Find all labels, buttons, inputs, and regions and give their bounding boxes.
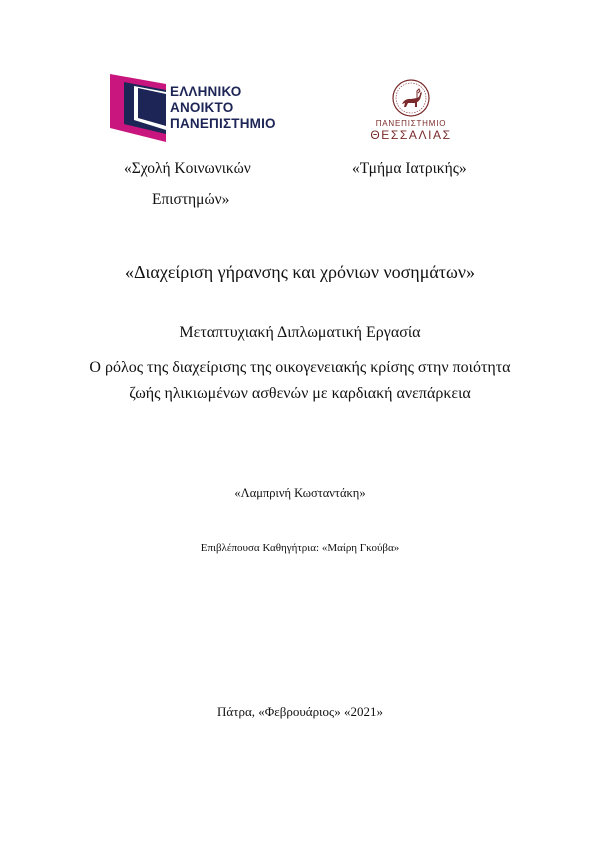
school-name-line-2: Επιστημών»: [152, 191, 230, 208]
place-and-date: Πάτρα, «Φεβρουάριος» «2021»: [217, 704, 383, 719]
uth-logo-line-1: ΠΑΝΕΠΙΣΤΗΜΙΟ: [375, 119, 447, 128]
thesis-title-line-1: Ο ρόλος της διαχείρισης της οικογενειακής κρίσης στην ποιότητα: [89, 359, 511, 376]
eap-logo-text: [170, 84, 276, 132]
thesis-title-line-2: ζωής ηλικιωμένων ασθενών με καρδιακή ανεπάρκεια: [129, 385, 471, 402]
school-name-line-1: «Σχολή Κοινωνικών: [124, 160, 251, 177]
uth-logo-line-2: ΘΕΣΣΑΛΙΑΣ: [370, 128, 452, 142]
thesis-type: Μεταπτυχιακή Διπλωματική Εργασία: [179, 324, 421, 341]
author-name: «Λαμπρινή Κωσταντάκη»: [234, 486, 366, 500]
eap-logo-line-2: ΑΝΟΙΚΤΟ: [170, 100, 234, 115]
centaur-emblem-icon: [391, 78, 431, 118]
department-name: «Τμήμα Ιατρικής»: [352, 160, 467, 177]
program-title: «Διαχείριση γήρανσης και χρόνιων νοσημάτων»: [124, 262, 476, 282]
supervisor-name: Επιβλέπουσα Καθηγήτρια: «Μαίρη Γκούβα»: [200, 542, 400, 554]
eap-logo-line-1: ΕΛΛΗΝΙΚΟ: [170, 84, 242, 99]
eap-logo-line-3: ΠΑΝΕΠΙΣΤΗΜΙΟ: [170, 116, 276, 131]
